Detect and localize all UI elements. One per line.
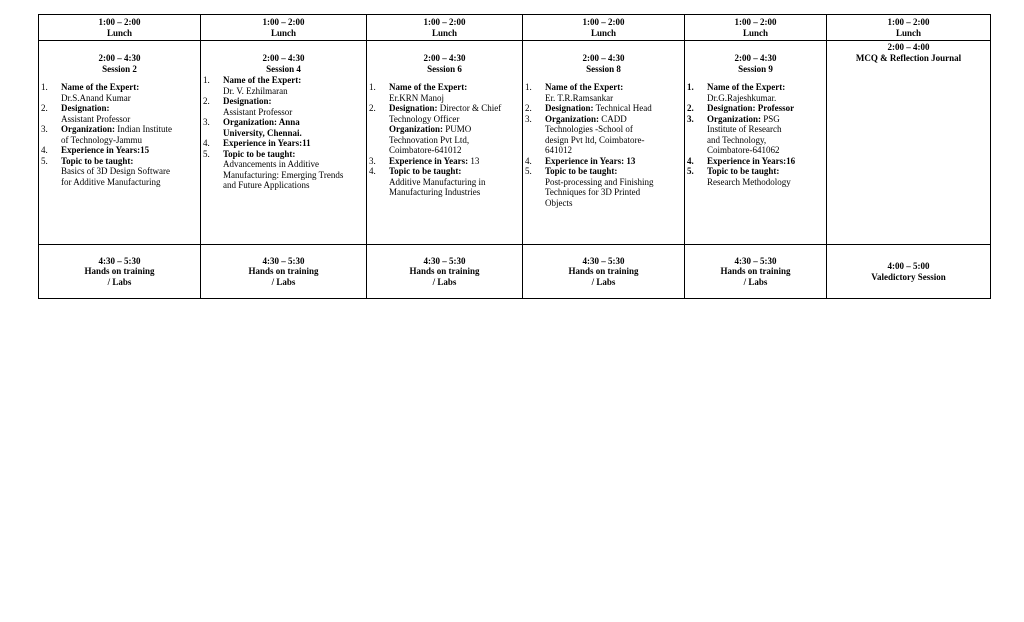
lunch-label: Lunch	[431, 27, 457, 38]
hands-time: 4:30 – 5:30	[98, 255, 141, 266]
session-time: 2:00 – 4:30	[423, 53, 466, 63]
lunch-label: Lunch	[590, 27, 616, 38]
detail-designation: 2. Designation: Assistant Professor	[203, 96, 293, 117]
hands-line2: / Labs	[743, 276, 768, 287]
lunch-cell	[523, 15, 685, 41]
detail-organization: 3. Organization: Indian Institute of Technology-Jammu	[41, 124, 172, 145]
detail-topic: 4. Topic to be taught: Additive Manufacturing in Manufacturing Industries	[369, 166, 486, 197]
lunch-cell	[827, 15, 991, 41]
session-cell	[367, 41, 523, 245]
lunch-cell	[39, 15, 201, 41]
session-cell	[523, 41, 685, 245]
session-time: 2:00 – 4:30	[734, 53, 777, 63]
detail-experience: 4. Experience in Years:15	[41, 145, 150, 155]
session-cell	[685, 41, 827, 245]
lunch-label: Lunch	[742, 27, 768, 38]
session-time: 2:00 – 4:30	[262, 53, 305, 63]
session-details	[685, 82, 826, 187]
hands-cell	[367, 245, 523, 299]
hands-line1: Valedictory Session	[871, 271, 946, 282]
hands-cell	[685, 245, 827, 299]
detail-experience: 4. Experience in Years: 13	[525, 155, 636, 166]
session-title: Session 4	[266, 63, 301, 74]
detail-expert: 1. Name of the Expert: Er. T.R.Ramsankar	[525, 82, 624, 103]
lunch-time: 1:00 – 2:00	[262, 17, 305, 27]
detail-expert: 1. Name of the Expert: Er.KRN Manoj	[369, 82, 468, 103]
detail-organization: 3. Organization: Anna University, Chennai.	[203, 117, 302, 138]
session-cell	[827, 41, 991, 245]
hands-time: 4:30 – 5:30	[262, 255, 305, 266]
hands-cell	[827, 245, 991, 299]
detail-designation: 2. Designation: Director & Chief Technology Officer Organization: PUMO Technovation Pvt Ltd, Coimbatore-641012	[369, 103, 502, 155]
lunch-time: 1:00 – 2:00	[423, 17, 466, 27]
hands-time: 4:30 – 5:30	[582, 255, 625, 266]
session-cell	[201, 41, 367, 245]
lunch-cell	[367, 15, 523, 41]
detail-expert: 1. Name of the Expert: Dr. V. Ezhilmaran	[203, 75, 302, 96]
session-cell	[39, 41, 201, 245]
session-title: Session 8	[586, 63, 621, 74]
detail-designation: 2. Designation: Assistant Professor	[41, 103, 131, 124]
session-row	[39, 41, 991, 245]
session-title: Session 6	[427, 63, 462, 74]
session-time: 2:00 – 4:30	[98, 53, 141, 63]
session-details	[39, 82, 200, 187]
session-title: Session 2	[102, 63, 137, 74]
detail-organization: 3. Organization: PSG Institute of Research and Technology, Coimbatore-641062	[687, 113, 782, 155]
hands-line2: / Labs	[107, 276, 132, 287]
lunch-row	[39, 15, 991, 41]
session-time: 2:00 – 4:00	[887, 42, 930, 52]
session-title: Session 9	[738, 63, 773, 74]
session-details	[523, 82, 684, 208]
hands-cell	[201, 245, 367, 299]
detail-topic: 5. Topic to be taught: Research Methodology	[687, 166, 791, 187]
session-title: MCQ & Reflection Journal	[855, 52, 962, 63]
detail-experience: 4. Experience in Years:11	[203, 138, 311, 148]
lunch-cell	[685, 15, 827, 41]
hands-cell	[523, 245, 685, 299]
lunch-time: 1:00 – 2:00	[734, 17, 777, 27]
detail-experience: 3. Experience in Years: 13	[369, 155, 480, 166]
lunch-label: Lunch	[895, 27, 921, 38]
hands-line1: Hands on training	[84, 266, 155, 277]
detail-designation: 2. Designation: Professor	[687, 103, 795, 113]
lunch-cell	[201, 15, 367, 41]
lunch-label: Lunch	[270, 27, 296, 38]
schedule-table	[38, 14, 991, 299]
detail-designation: 2. Designation: Technical Head	[525, 103, 652, 113]
hands-time: 4:00 – 5:00	[887, 261, 930, 271]
hands-time: 4:30 – 5:30	[423, 255, 466, 266]
hands-line2: / Labs	[591, 276, 616, 287]
detail-experience: 4. Experience in Years:16	[687, 155, 796, 166]
hands-line1: Hands on training	[720, 266, 791, 277]
hands-line2: / Labs	[432, 276, 457, 287]
detail-organization: 3. Organization: CADD Technologies -School of design Pvt ltd, Coimbatore- 641012	[525, 113, 645, 155]
session-details	[367, 82, 522, 198]
lunch-time: 1:00 – 2:00	[887, 17, 930, 27]
lunch-label: Lunch	[106, 27, 132, 38]
hands-line1: Hands on training	[409, 266, 480, 277]
lunch-time: 1:00 – 2:00	[98, 17, 141, 27]
session-details	[201, 75, 366, 191]
hands-time: 4:30 – 5:30	[734, 255, 777, 266]
hands-line1: Hands on training	[248, 266, 319, 277]
detail-topic: 5. Topic to be taught: Basics of 3D Design Software for Additive Manufacturing	[41, 155, 170, 187]
lunch-time: 1:00 – 2:00	[582, 17, 625, 27]
detail-topic: 5. Topic to be taught: Post-processing and Finishing Techniques for 3D Printed Objects	[525, 166, 654, 208]
detail-expert: 1. Name of the Expert: Dr.G.Rajeshkumar.	[687, 82, 786, 103]
hands-row	[39, 245, 991, 299]
hands-line2: / Labs	[271, 276, 296, 287]
hands-line1: Hands on training	[568, 266, 639, 277]
detail-topic: 5. Topic to be taught: Advancements in Additive Manufacturing: Emerging Trends and Future Applications	[203, 148, 344, 190]
hands-cell	[39, 245, 201, 299]
session-time: 2:00 – 4:30	[582, 53, 625, 63]
detail-expert: 1. Name of the Expert: Dr.S.Anand Kumar	[41, 82, 140, 103]
